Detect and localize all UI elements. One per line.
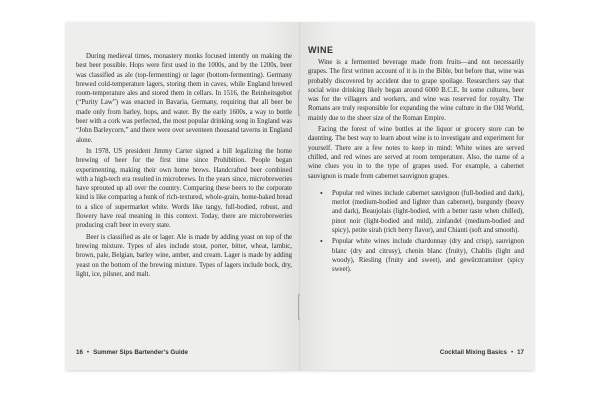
open-booklet	[66, 22, 534, 370]
footer-separator: •	[510, 349, 514, 356]
wine-list	[308, 189, 524, 275]
list-item: • Popular white wines include chardonnay (dry and crisp), sauvignon blanc (dry and citrusy), chenin blanc (fruity), Chablis (light and woody), Riesling (fruity and sweet), and gewürztraminer (spicy sweet).	[332, 237, 524, 274]
section-heading: WINE	[308, 45, 334, 55]
left-paragraph-3: Beer is classified as ale or lager. Ale is made by adding yeast on top of the brewing mixture. Types of ales include stout, porter, bitter, wheat, lambic, brown, pale, Belgian, barley wine, amber, and cream. Lager is made by adding yeast on the bottom of the brewing mixture. Types of lagers include bock, dry, light, ice, pilsner, and malt.	[76, 233, 292, 278]
left-paragraph-1: During medieval times, monastery monks focused intently on making the best beer possible. Hops were first used in the 1000s, and by the 1200s, beer was classified as ale (top-fermenting) or lager (bottom-fermenting). Germany brewed cold-temperature lagers, storing them in caves, while England brewed room-temperature ales and stored them in cellars. In 1516, the Reinheitsgebot (“Purity Law”) was enacted in Bavaria, Germany, requiring that all beer be made only from barley, hops, and water. By the early 1600s, a way to bottle beer with a cork was perfected, the most popular drinking song in England was “John Barleycorn,” and there were over seventeen thousand taverns in England alone.	[76, 53, 292, 144]
left-page-number: 16	[76, 349, 83, 356]
right-page	[300, 22, 534, 370]
footer-separator: •	[86, 349, 90, 356]
right-page-footer	[440, 349, 524, 356]
right-paragraph-1: Wine is a fermented beverage made from fruits—and not necessarily grapes. The first written account of it is in the Bible, but before that, wine was probably discovered by accident due to grape spoilage. Researchers say that social wine drinking likely began around 6000 B.C.E. In some cultures, beer was for the villagers and workers, and wine was reserved for royalty. The Romans are truly responsible for expanding the wine culture in the Old World, mainly due to the sheer size of the Roman Empire.	[308, 59, 524, 122]
list-item: • Popular red wines include cabernet sauvignon (full-bodied and dark), merlot (medium-bodied and lighter than cabernet), burgundy (heavy and dark), Beaujolais (light-bodied, with a better taste when chilled), pinot noir (light-bodied and mild), zinfandel (medium-bodied and spicy), petite sirah (rich berry flavor), and Chianti (soft and smooth).	[332, 189, 524, 235]
book-title: Summer Sips Bartender’s Guide	[93, 349, 188, 356]
left-page-footer	[76, 349, 188, 356]
section-title: Cocktail Mixing Basics	[439, 349, 507, 356]
right-paragraph-2: Facing the forest of wine bottles at the liquor or grocery store can be daunting. The best way to learn about wine is to investigate and experiment for yourself. There are a few notes to keep in mind: White wines are served chilled, and red wines are served at room temperature. Also, the name of a wine clues you in to the type of grapes used. For example, a cabernet sauvignon is made from cabernet sauvignon grapes.	[308, 126, 524, 180]
right-page-number: 17	[517, 349, 524, 356]
left-paragraph-2: In 1978, US president Jimmy Carter signed a bill legalizing the home brewing of beer for the first time since Prohibition. People began experimenting, making their own home brews. Handcrafted beer combined with a high-tech era resulted in microbrews. In the years since, microbreweries have sprouted up all over the country. Comparing these beers to the corporate kind is like comparing a hunk of rich-textured, whole-grain, home-baked bread to a slice of supermarket white. Words like tangy, full-bodied, robust, and flowery have real meaning in this context. Today, there are microbreweries producing craft beer in every state.	[76, 147, 292, 230]
left-page	[66, 22, 300, 370]
